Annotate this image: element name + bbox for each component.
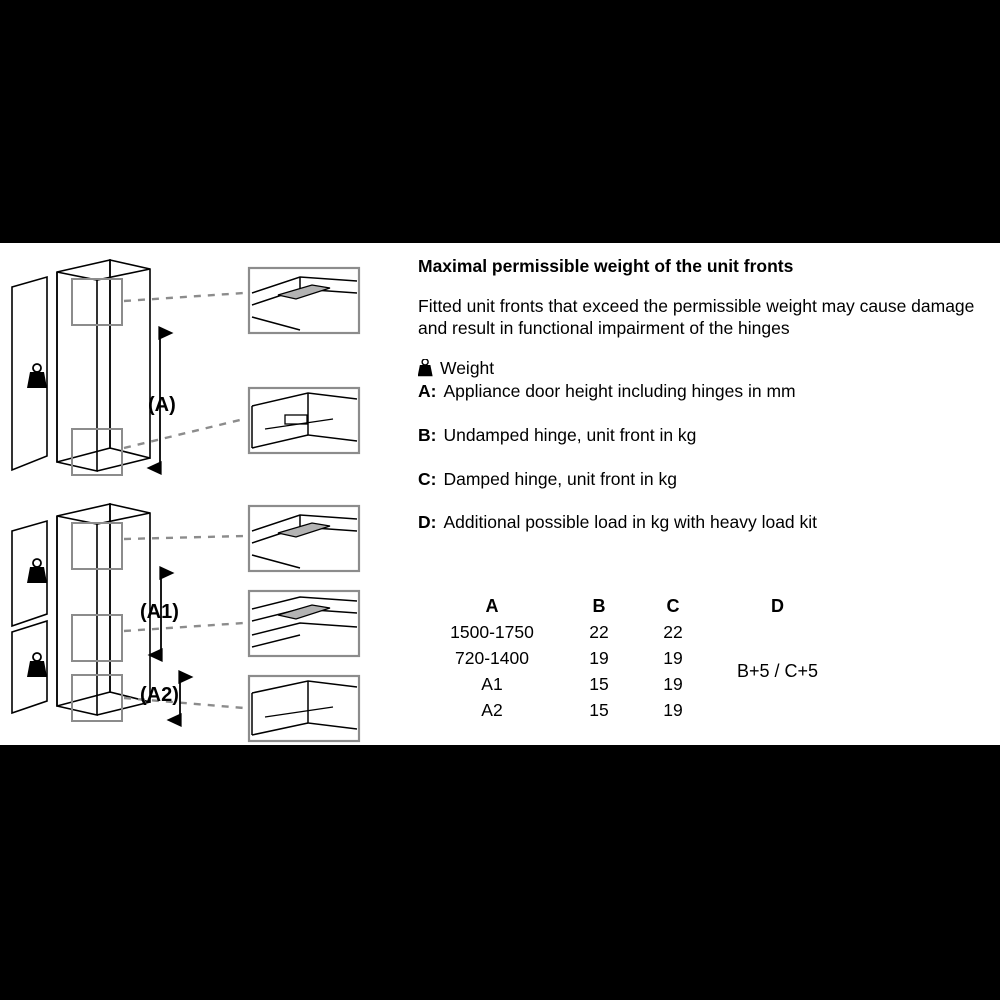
cell-b: 22 bbox=[589, 621, 609, 642]
legend-a-label: Appliance door height including hinges in mm bbox=[443, 381, 796, 402]
legend-a-key: A: bbox=[418, 381, 437, 402]
weight-icon bbox=[418, 359, 433, 377]
table-header-b: B bbox=[592, 595, 606, 616]
dimension-label-a2: (A2) bbox=[140, 684, 179, 706]
dimension-label-a1: (A1) bbox=[140, 601, 179, 623]
weight-icon bbox=[27, 364, 47, 388]
leader-line-4 bbox=[124, 623, 244, 631]
detail-callout-5 bbox=[249, 676, 359, 741]
weight-table bbox=[422, 593, 845, 723]
legend-a bbox=[418, 380, 988, 404]
legend-c bbox=[418, 468, 988, 492]
table-header-d: D bbox=[771, 595, 784, 616]
table-row bbox=[422, 619, 845, 645]
cell-b: 15 bbox=[589, 699, 609, 720]
legend-b-key: B: bbox=[418, 425, 437, 446]
cell-b: 19 bbox=[589, 647, 609, 668]
legend-weight bbox=[418, 356, 988, 381]
bottom-appliance-drawing bbox=[12, 504, 150, 715]
weight-icon bbox=[27, 653, 47, 677]
cell-d: B+5 / C+5 bbox=[736, 660, 819, 681]
cell-b: 15 bbox=[589, 673, 609, 694]
page-title: Maximal permissible weight of the unit fronts bbox=[418, 256, 794, 276]
table-header-a: A bbox=[485, 595, 499, 616]
leader-line-2 bbox=[124, 419, 244, 448]
leader-line-1 bbox=[124, 293, 244, 301]
detail-callout-4 bbox=[249, 591, 359, 656]
legend-d-label: Additional possible load in kg with heavy load kit bbox=[443, 512, 818, 533]
cell-a: 1500-1750 bbox=[450, 621, 534, 642]
top-appliance-drawing bbox=[12, 260, 150, 471]
legend-b-label: Undamped hinge, unit front in kg bbox=[443, 425, 697, 446]
illustration-svg bbox=[0, 243, 400, 745]
cell-c: 19 bbox=[663, 699, 683, 720]
legend-weight-label: Weight bbox=[440, 357, 495, 378]
table-header-row bbox=[422, 593, 845, 619]
appliance-illustration bbox=[0, 243, 400, 745]
dimension-label-a: (A) bbox=[148, 394, 176, 416]
table-header-c: C bbox=[666, 595, 680, 616]
legend-d-key: D: bbox=[418, 512, 437, 533]
weight-icon bbox=[27, 559, 47, 583]
cell-c: 19 bbox=[663, 647, 683, 668]
legend-c-label: Damped hinge, unit front in kg bbox=[443, 468, 677, 489]
manual-sheet bbox=[0, 243, 1000, 745]
detail-callout-3 bbox=[249, 506, 359, 571]
legend-c-key: C: bbox=[418, 468, 437, 489]
legend-b bbox=[418, 424, 988, 448]
cell-c: 22 bbox=[663, 621, 683, 642]
cell-a: A2 bbox=[481, 699, 503, 720]
intro-paragraph: Fitted unit fronts that exceed the permissible weight may cause damage and result in functional impairment of the hinges bbox=[418, 296, 975, 339]
cell-a: A1 bbox=[481, 673, 503, 694]
leader-line-3 bbox=[124, 536, 244, 539]
legend-d bbox=[418, 511, 988, 535]
cell-c: 19 bbox=[663, 673, 683, 694]
detail-callout-1 bbox=[249, 268, 359, 333]
detail-callout-2 bbox=[249, 388, 359, 453]
cell-a: 720-1400 bbox=[455, 647, 529, 668]
